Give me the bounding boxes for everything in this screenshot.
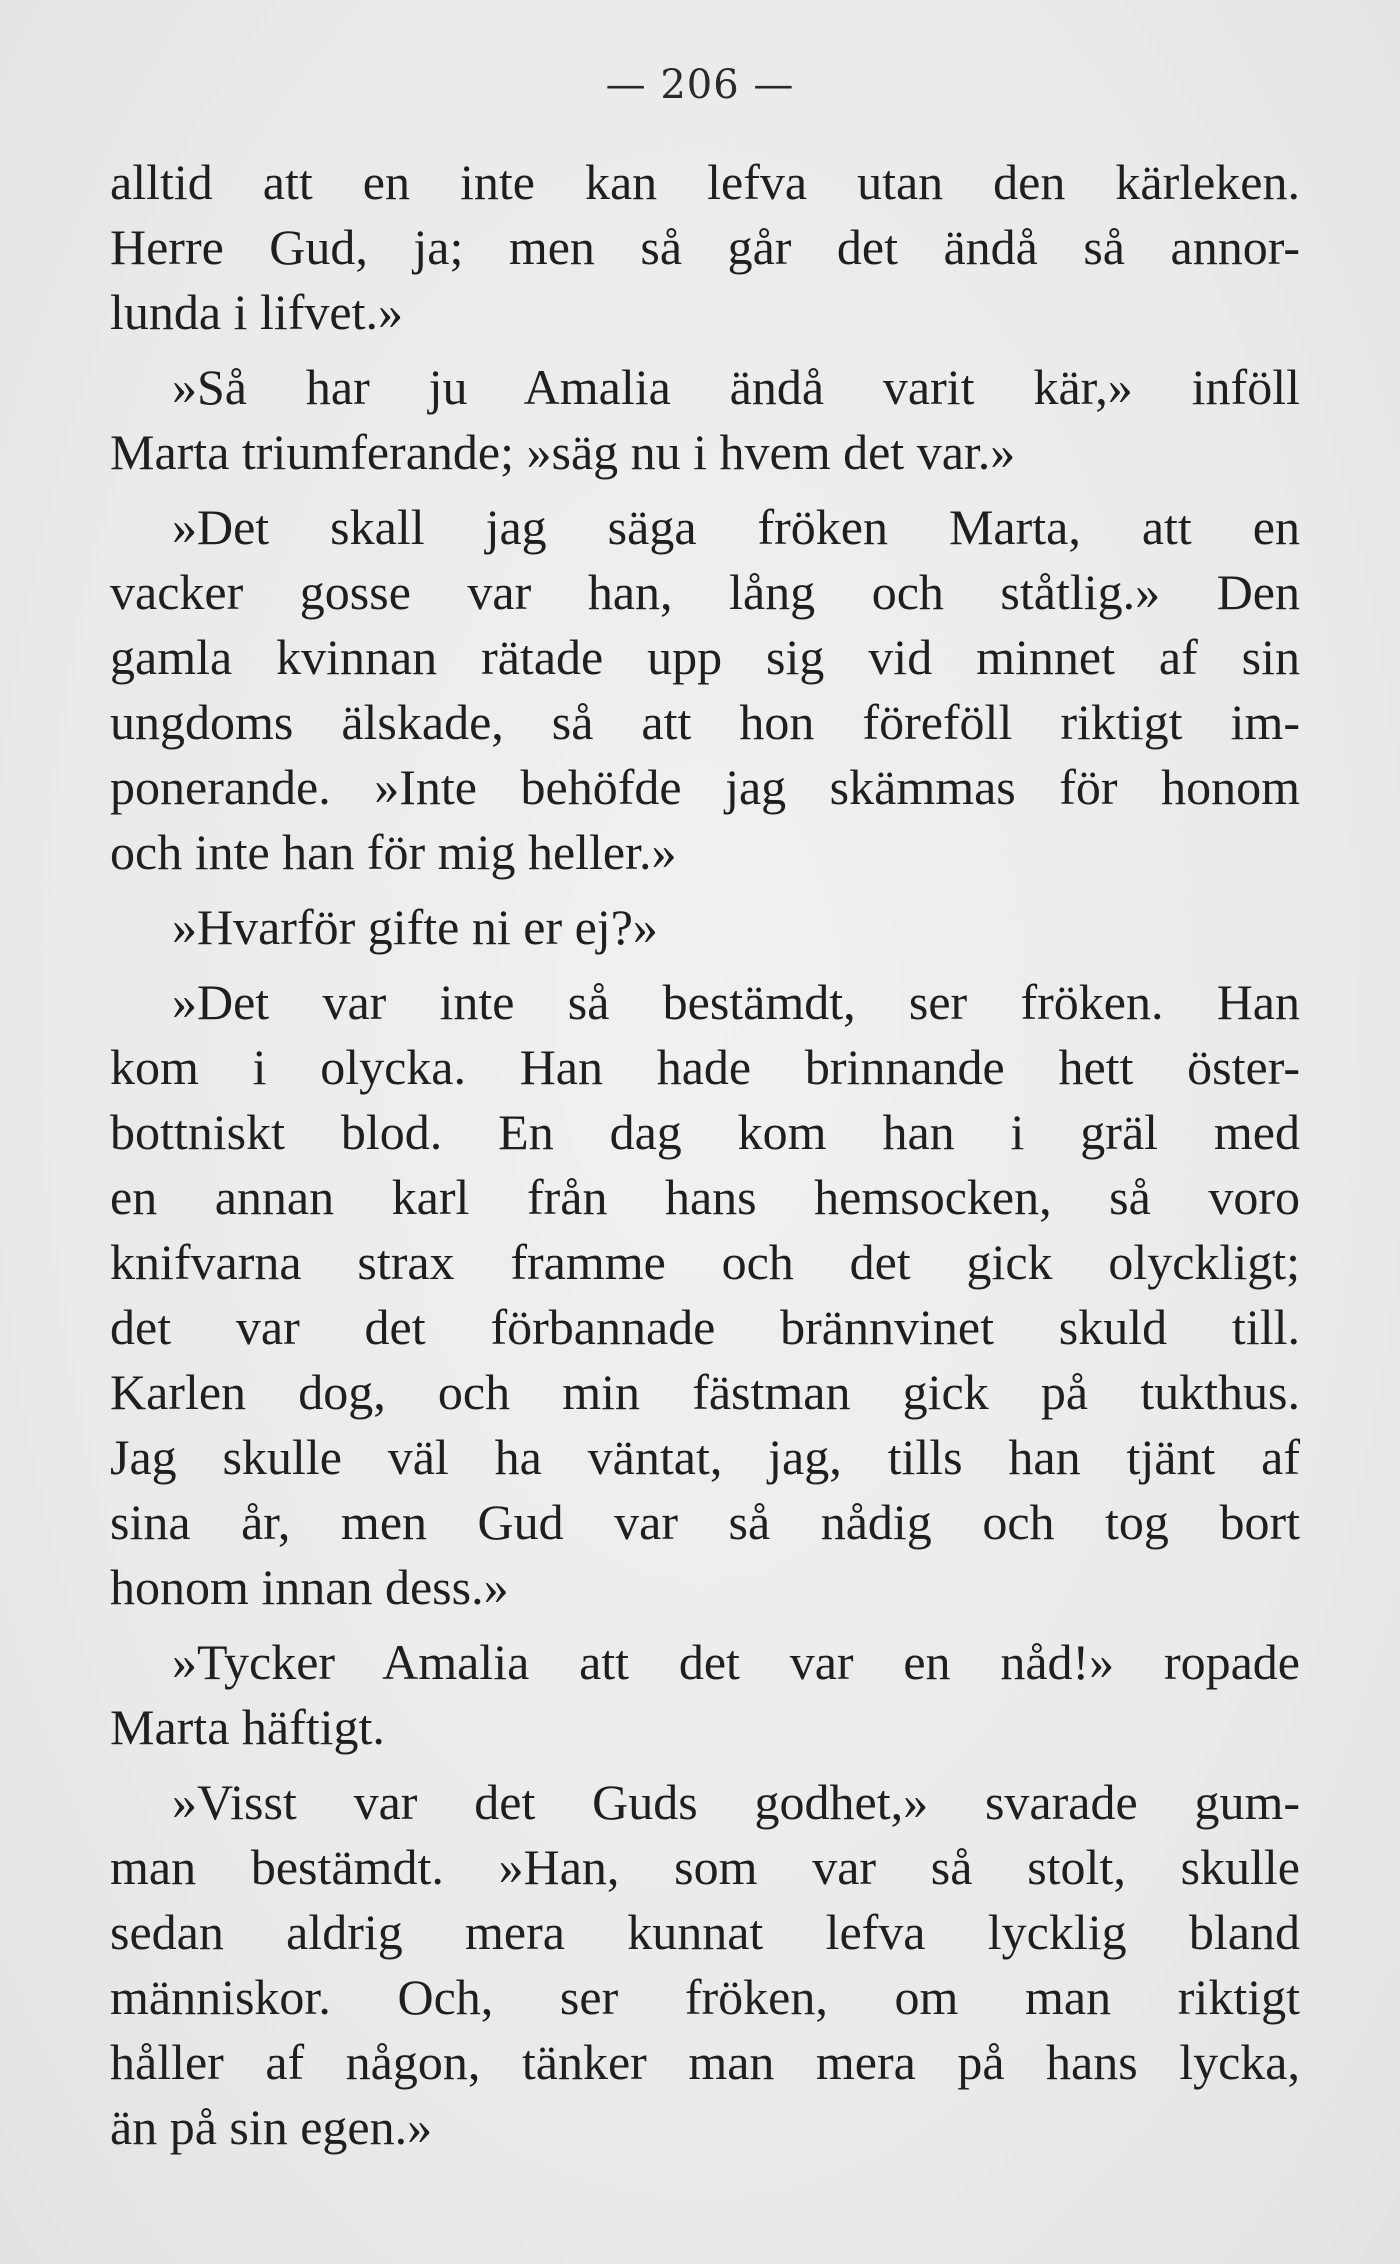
text-line: sina år, men Gud var så nådig och tog bort xyxy=(110,1494,1300,1550)
text-line: ponerande. »Inte behöfde jag skämmas för honom xyxy=(110,759,1300,815)
text-line: Karlen dog, och min fästman gick på tukthus. xyxy=(110,1364,1300,1420)
text-line: gamla kvinnan rätade upp sig vid minnet af sin xyxy=(110,629,1300,685)
text-line: Marta häftigt. xyxy=(110,1699,385,1755)
text-line: »Så har ju Amalia ändå varit kär,» inföll xyxy=(172,359,1300,415)
text-line: människor. Och, ser fröken, om man riktigt xyxy=(110,1969,1300,2025)
text-line: lunda i lifvet.» xyxy=(110,284,403,340)
body-text xyxy=(110,150,1300,2170)
paragraph xyxy=(110,1630,1300,1760)
text-line: vacker gosse var han, lång och ståtlig.» Den xyxy=(110,564,1300,620)
text-line: ungdoms älskade, så att hon föreföll riktigt im- xyxy=(110,694,1300,750)
paragraph xyxy=(110,970,1300,1620)
text-line: en annan karl från hans hemsocken, så voro xyxy=(110,1169,1300,1225)
text-line: »Visst var det Guds godhet,» svarade gum- xyxy=(172,1774,1300,1830)
text-line: »Det skall jag säga fröken Marta, att en xyxy=(172,499,1300,555)
paragraph xyxy=(110,495,1300,885)
page-number: — 206 — xyxy=(605,62,795,108)
text-line: Herre Gud, ja; men så går det ändå så annor- xyxy=(110,219,1300,275)
paragraph xyxy=(110,1770,1300,2160)
text-line: håller af någon, tänker man mera på hans lycka, xyxy=(110,2034,1300,2090)
text-line: alltid att en inte kan lefva utan den kärleken. xyxy=(110,154,1300,210)
paragraph xyxy=(110,895,1300,960)
text-line: »Hvarför gifte ni er ej?» xyxy=(172,899,658,955)
text-line: knifvarna strax framme och det gick olyckligt; xyxy=(110,1234,1300,1290)
text-line: och inte han för mig heller.» xyxy=(110,824,677,880)
text-line: än på sin egen.» xyxy=(110,2099,433,2155)
paragraph xyxy=(110,355,1300,485)
text-line: det var det förbannade brännvinet skuld till. xyxy=(110,1299,1300,1355)
text-line: bottniskt blod. En dag kom han i gräl med xyxy=(110,1104,1300,1160)
text-line: »Tycker Amalia att det var en nåd!» ropade xyxy=(172,1634,1300,1690)
text-line: man bestämdt. »Han, som var så stolt, skulle xyxy=(110,1839,1300,1895)
text-line: kom i olycka. Han hade brinnande hett öster- xyxy=(110,1039,1300,1095)
text-line: Marta triumferande; »säg nu i hvem det var.» xyxy=(110,424,1016,480)
text-line: Jag skulle väl ha väntat, jag, tills han tjänt af xyxy=(110,1429,1300,1485)
paragraph xyxy=(110,150,1300,345)
text-line: »Det var inte så bestämdt, ser fröken. Han xyxy=(172,974,1300,1030)
text-line: sedan aldrig mera kunnat lefva lycklig bland xyxy=(110,1904,1300,1960)
text-line: honom innan dess.» xyxy=(110,1559,509,1615)
